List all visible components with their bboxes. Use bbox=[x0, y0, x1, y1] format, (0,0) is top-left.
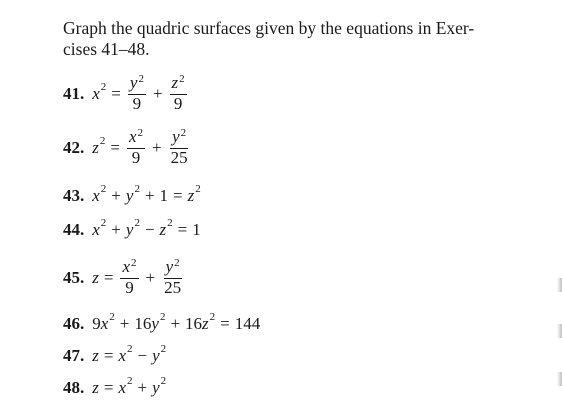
edge-crop-mark bbox=[557, 324, 562, 338]
instructions-line-2: cises 41–48. bbox=[63, 39, 150, 59]
fraction-term-1 bbox=[120, 258, 138, 297]
exercise-number: 48. bbox=[63, 378, 85, 397]
exponent: 2 bbox=[109, 311, 115, 323]
coefficient: 16 bbox=[134, 314, 152, 333]
variable: y bbox=[125, 220, 134, 239]
lhs-variable: z bbox=[92, 378, 99, 397]
edge-crop-mark bbox=[557, 372, 562, 386]
coefficient: 9 bbox=[92, 314, 101, 333]
plus-sign: + bbox=[111, 186, 121, 205]
lhs-variable: z bbox=[92, 346, 99, 365]
variable: z bbox=[187, 186, 195, 205]
plus-sign: + bbox=[152, 83, 163, 103]
fraction-term-2 bbox=[162, 258, 183, 297]
exercise-number: 46. bbox=[63, 314, 85, 333]
denominator: 9 bbox=[131, 148, 141, 167]
exponent: 2 bbox=[134, 183, 140, 195]
exercise-46 bbox=[63, 311, 261, 334]
equals-sign: = bbox=[103, 267, 114, 287]
exercise-43 bbox=[63, 183, 201, 206]
fraction-term-2 bbox=[169, 128, 190, 167]
lhs-variable: z bbox=[92, 137, 99, 157]
exponent: 2 bbox=[159, 311, 166, 323]
exponent: 2 bbox=[99, 134, 106, 147]
variable: y bbox=[152, 346, 160, 365]
exponent: 2 bbox=[160, 343, 167, 355]
variable: y bbox=[152, 378, 160, 397]
exponent: 2 bbox=[127, 343, 133, 355]
exercise-number: 44. bbox=[63, 220, 85, 239]
numerator-variable: z bbox=[171, 73, 179, 92]
exercise-44 bbox=[63, 217, 201, 240]
equals-sign: = bbox=[173, 186, 183, 205]
plus-sign: + bbox=[144, 186, 155, 205]
numerator-variable: x bbox=[128, 127, 137, 146]
equals-sign: = bbox=[103, 378, 114, 397]
exercise-47 bbox=[63, 343, 167, 366]
fraction-term-1 bbox=[128, 74, 146, 113]
exponent: 2 bbox=[167, 217, 173, 229]
variable: x bbox=[118, 378, 127, 397]
coefficient: 16 bbox=[185, 314, 203, 333]
plus-sign: + bbox=[137, 378, 148, 397]
exponent: 2 bbox=[137, 127, 144, 139]
instructions-line-1: Graph the quadric surfaces given by the equations in Exer- bbox=[63, 18, 475, 38]
equals-sign: = bbox=[220, 314, 230, 333]
equals-sign: = bbox=[177, 220, 188, 239]
plus-sign: + bbox=[111, 220, 121, 239]
numerator-variable: y bbox=[129, 73, 138, 92]
exponent: 2 bbox=[127, 375, 133, 387]
constant: 1 bbox=[192, 220, 201, 239]
exponent: 2 bbox=[160, 375, 167, 387]
exercise-number: 41. bbox=[63, 83, 85, 103]
denominator: 9 bbox=[125, 278, 134, 297]
exercise-41 bbox=[63, 74, 189, 113]
equals-sign: = bbox=[110, 137, 120, 157]
variable: x bbox=[92, 186, 100, 205]
plus-sign: + bbox=[145, 267, 156, 287]
equals-sign: = bbox=[111, 83, 121, 103]
instructions-paragraph bbox=[63, 18, 533, 60]
exponent: 2 bbox=[138, 73, 144, 85]
denominator: 25 bbox=[170, 148, 188, 167]
exponent: 2 bbox=[180, 127, 187, 139]
variable: z bbox=[202, 314, 209, 333]
exponent: 2 bbox=[209, 311, 216, 323]
exercise-42 bbox=[63, 128, 192, 167]
constant: 1 bbox=[159, 186, 169, 205]
variable: x bbox=[92, 220, 100, 239]
exponent: 2 bbox=[100, 80, 107, 93]
constant: 144 bbox=[234, 314, 261, 333]
variable: x bbox=[100, 314, 109, 333]
exercise-number: 42. bbox=[63, 137, 85, 157]
lhs-variable: x bbox=[92, 83, 100, 103]
exponent: 2 bbox=[100, 217, 107, 229]
minus-sign: − bbox=[137, 346, 148, 365]
numerator-variable: y bbox=[172, 127, 180, 146]
exercise-number: 43. bbox=[63, 186, 85, 205]
exponent: 2 bbox=[131, 257, 137, 269]
exponent: 2 bbox=[134, 217, 140, 229]
exercise-45 bbox=[63, 258, 185, 297]
exercise-number: 47. bbox=[63, 346, 85, 365]
variable: x bbox=[118, 346, 127, 365]
exercise-48 bbox=[63, 375, 167, 398]
exponent: 2 bbox=[174, 257, 180, 269]
variable: y bbox=[125, 186, 134, 205]
numerator-variable: y bbox=[165, 257, 174, 276]
exercise-number: 45. bbox=[63, 267, 85, 287]
variable: z bbox=[159, 220, 167, 239]
exponent: 2 bbox=[195, 183, 201, 195]
fraction-term-2 bbox=[170, 74, 187, 113]
exponent: 2 bbox=[179, 73, 185, 85]
numerator-variable: x bbox=[122, 257, 131, 276]
edge-crop-mark bbox=[557, 278, 562, 292]
variable: y bbox=[151, 314, 159, 333]
exponent: 2 bbox=[100, 183, 107, 195]
denominator: 25 bbox=[164, 278, 182, 297]
plus-sign: + bbox=[152, 137, 162, 157]
denominator: 9 bbox=[132, 94, 142, 113]
plus-sign: + bbox=[119, 314, 130, 333]
denominator: 9 bbox=[173, 94, 183, 113]
lhs-variable: z bbox=[92, 267, 99, 287]
minus-sign: − bbox=[144, 220, 155, 239]
equals-sign: = bbox=[103, 346, 114, 365]
fraction-term-1 bbox=[127, 128, 145, 167]
plus-sign: + bbox=[170, 314, 181, 333]
